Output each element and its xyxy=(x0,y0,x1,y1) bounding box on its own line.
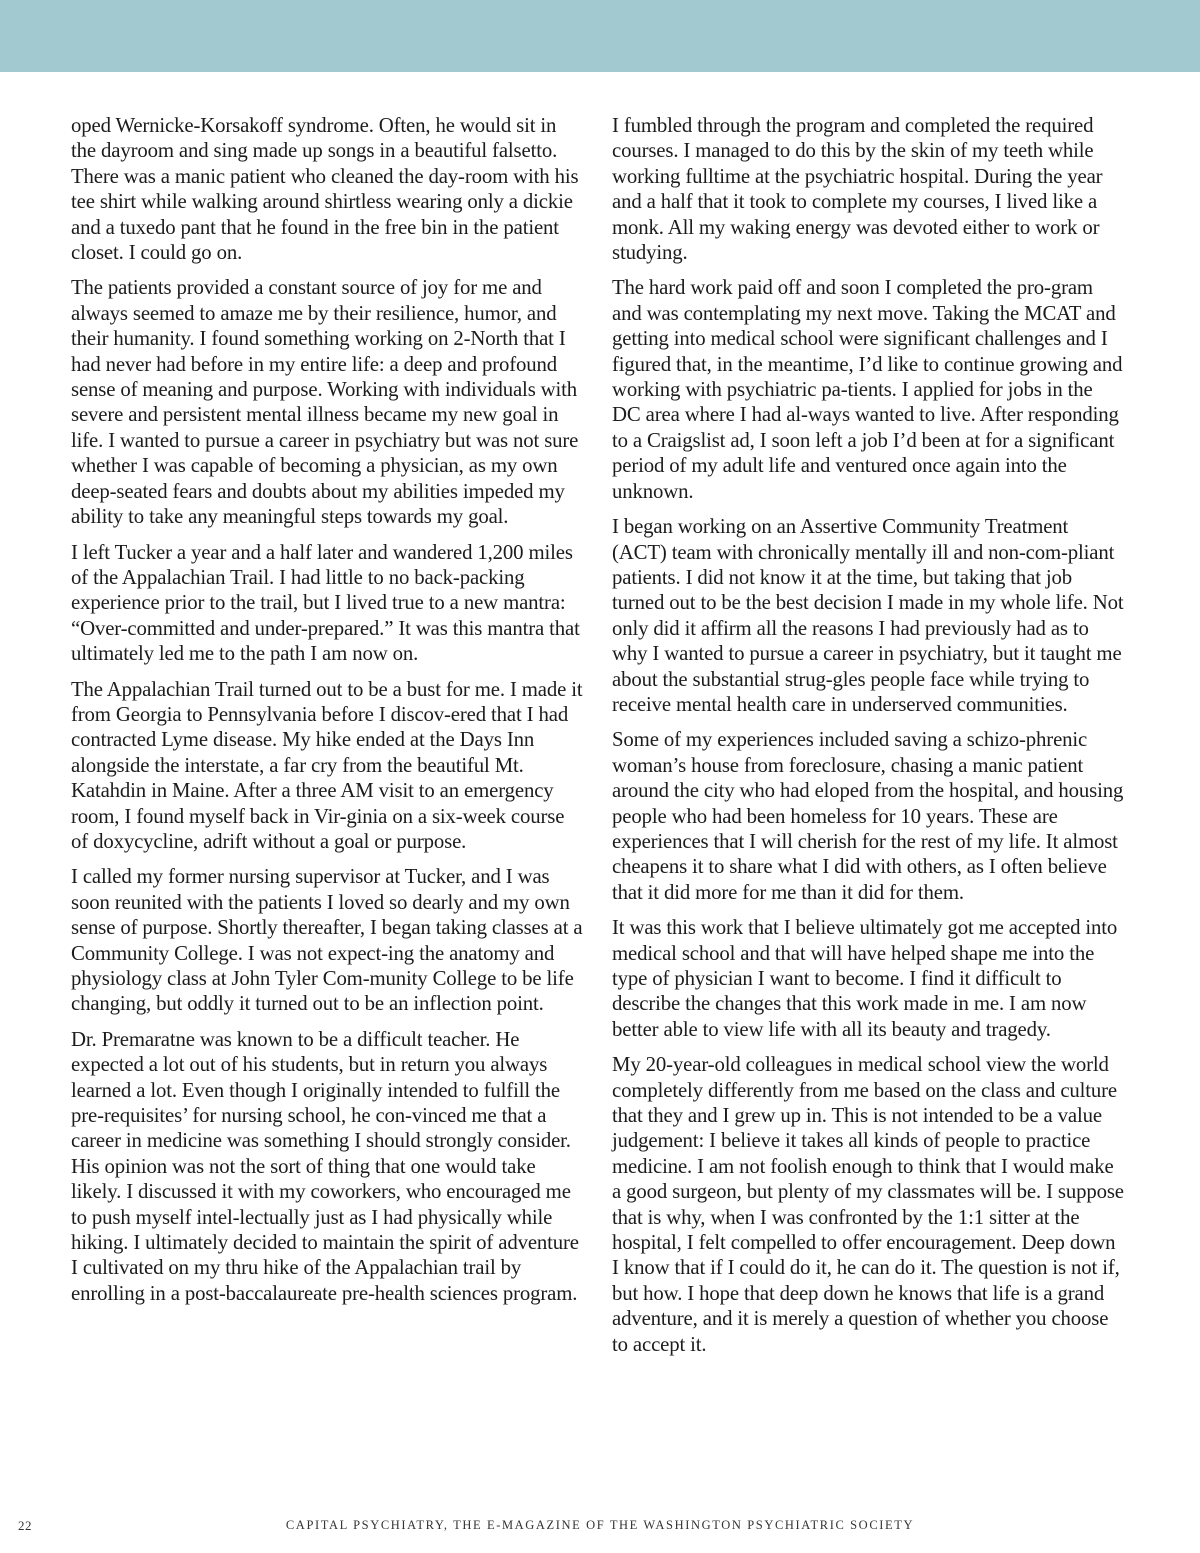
body-paragraph: It was this work that I believe ultimately got me accepted into medical school and that will have helped shape me into the type of physician I want to become. I find it difficult to describe the changes that this work made in me. I am now better able to view life with all its beauty and tragedy. xyxy=(612,916,1118,1041)
body-paragraph: Dr. Premaratne was known to be a difficult teacher. He expected a lot out of his students, but in return you always learned a lot. Even though I originally intended to fulfill the pre-requisites’ for nursing school, he con-vinced me that a career in medicine was something I should strongly consider. His opinion was not the sort of thing that one would take likely. I discussed it with my coworkers, who encouraged me to push myself intel-lectually just as I had physically while hiking. I ultimately decided to maintain the spirit of adventure I cultivated on my thru hike of the Appalachian trail by enrolling in a post-baccalaureate pre-health sciences program. xyxy=(71,1027,579,1305)
running-footer-title: CAPITAL PSYCHIATRY, THE E-MAGAZINE OF THE WASHINGTON PSYCHIATRIC SOCIETY xyxy=(285,1518,915,1532)
body-paragraph: The patients provided a constant source of joy for me and always seemed to amaze me by their resilience, humor, and their humanity. I found something working on 2-North that I had never had before in my entire life: a deep and profound sense of meaning and purpose. Working with individuals with severe and persistent mental illness became my new goal in life. I wanted to pursue a career in psychiatry but was not sure whether I was capable of becoming a physician, as my own deep-seated fears and doubts about my abilities impeded my ability to take any meaningful steps towards my goal. xyxy=(71,276,579,529)
page-footer xyxy=(0,1518,1200,1538)
page-number: 22 xyxy=(18,1518,32,1533)
body-paragraph: I left Tucker a year and a half later and wandered 1,200 miles of the Appalachian Trail. I had little to no back-packing experience prior to the trail, but I lived true to a new mantra: “Over-committed and under-prepared.” It was this mantra that ultimately led me to the path I am now on. xyxy=(71,540,580,666)
body-paragraph: I fumbled through the program and completed the required courses. I managed to do this by the skin of my teeth while working fulltime at the psychiatric hospital. During the year and a half that it took to complete my courses, I lived like a monk. All my waking energy was devoted either to work or studying. xyxy=(612,114,1103,265)
left-text-column xyxy=(71,113,583,1316)
body-paragraph: Some of my experiences included saving a schizo-phrenic woman’s house from foreclosure, chasing a manic patient around the city who had eloped from the hospital, and housing people who had been homeless for 10 years. These are experiences that I will cherish for the rest of my life. It almost cheapens it to share what I did with others, as I often believe that it did more for me than it did for them. xyxy=(612,728,1124,904)
body-paragraph: The hard work paid off and soon I completed the pro-gram and was contemplating my next move. Taking the MCAT and getting into medical school were significant challenges and I figured that, in the meantime, I’d like to continue growing and working with psychiatric pa-tients. I applied for jobs in the DC area where I had al-ways wanted to live. After responding to a Craigslist ad, I soon left a job I’d been at for a significant period of my adult life and ventured once again into the unknown. xyxy=(612,276,1123,503)
body-paragraph: The Appalachian Trail turned out to be a bust for me. I made it from Georgia to Pennsylvania before I discov-ered that I had contracted Lyme disease. My hike ended at the Days Inn alongside the interstate, a far cry from the beautiful Mt. Katahdin in Maine. After a three AM visit to an emergency room, I found myself back in Vir-ginia on a six-week course of doxycycline, adrift without a goal or purpose. xyxy=(71,677,583,853)
body-paragraph: I began working on an Assertive Community Treatment (ACT) team with chronically mentally ill and non-com-pliant patients. I did not know it at the time, but taking that job turned out to be the best decision I made in my whole life. Not only did it affirm all the reasons I had previously had as to why I wanted to pursue a career in psychiatry, but it taught me about the substantial strug-gles people face while trying to receive mental health care in underserved communities. xyxy=(612,515,1124,716)
right-text-column xyxy=(612,113,1124,1367)
body-paragraph: I called my former nursing supervisor at Tucker, and I was soon reunited with the patients I loved so dearly and my own sense of purpose. Shortly thereafter, I began taking classes at a Community College. I was not expect-ing the anatomy and physiology class at John Tyler Com-munity College to be life changing, but oddly it turned out to be an inflection point. xyxy=(71,865,583,1016)
body-paragraph: oped Wernicke-Korsakoff syndrome. Often, he would sit in the dayroom and sing made up songs in a beautiful falsetto. There was a manic patient who cleaned the day-room with his tee shirt while walking around shirtless wearing only a dickie and a tuxedo pant that he found in the free bin in the patient closet. I could go on. xyxy=(71,114,579,265)
header-color-band xyxy=(0,0,1200,72)
body-paragraph: My 20-year-old colleagues in medical school view the world completely differently from me based on the class and culture that they and I grew up in. This is not intended to be a value judgement: I believe it takes all kinds of people to practice medicine. I am not foolish enough to think that I would make a good surgeon, but plenty of my classmates will be. I suppose that is why, when I was confronted by the 1:1 sitter at the hospital, I felt compelled to offer encouragement. Deep down I know that if I could do it, he can do it. The question is not if, but how. I hope that deep down he knows that life is a grand adventure, and it is merely a question of whether you choose to accept it. xyxy=(612,1053,1124,1356)
